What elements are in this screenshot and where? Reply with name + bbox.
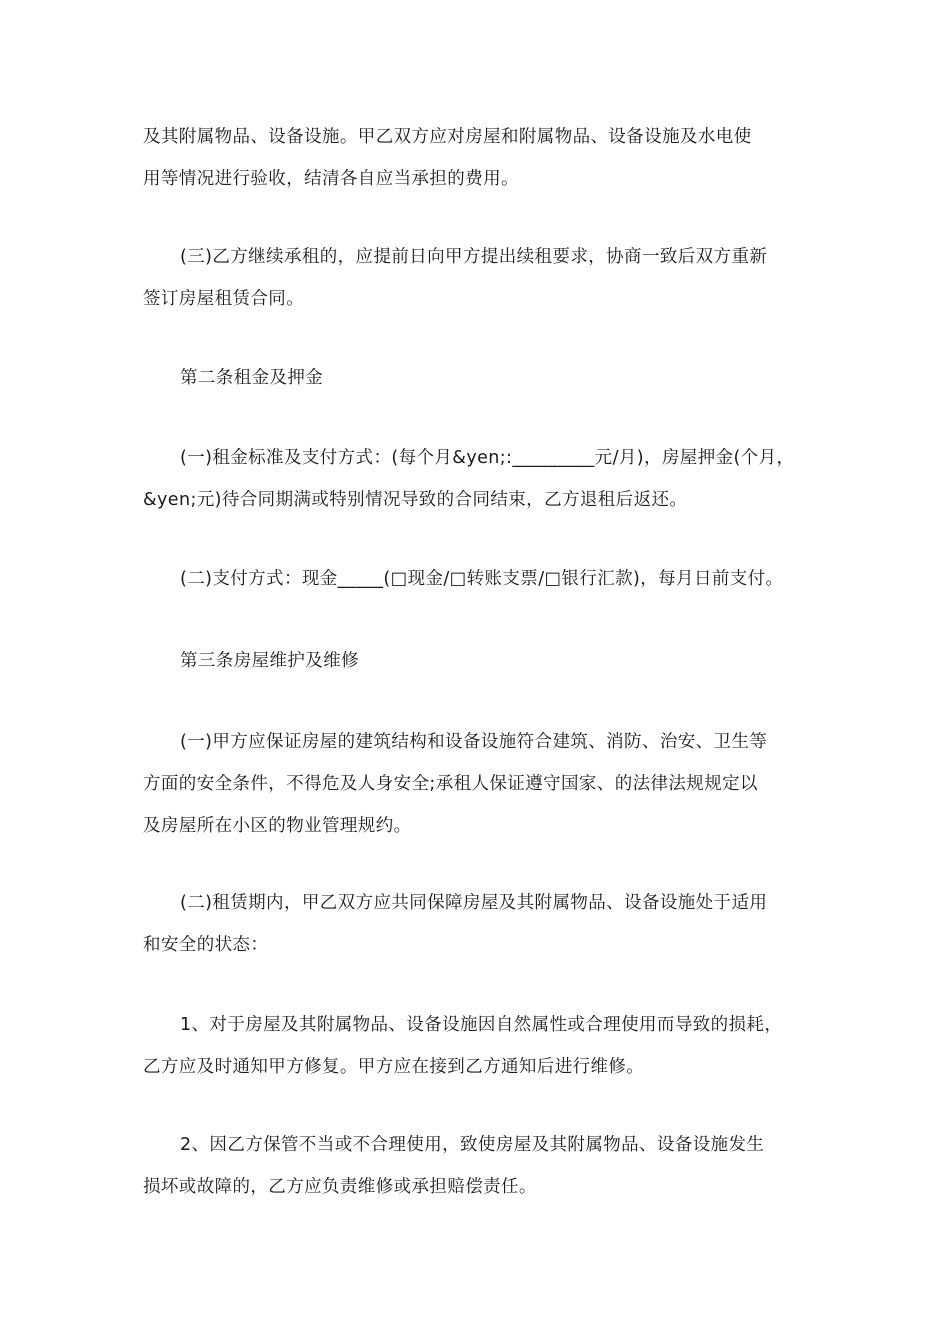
- paragraph-handover-continuation: [143, 116, 823, 200]
- paragraph-rent-standard: [143, 437, 823, 521]
- text-line: 1、对于房屋及其附属物品、设备设施因自然属性或合理使用而导致的损耗，: [180, 1015, 783, 1035]
- section-heading: 第二条租金及押金: [180, 368, 324, 388]
- text-line: 签订房屋租赁合同。: [143, 289, 305, 309]
- text-line: &yen;元)待合同期满或特别情况导致的合同结束，乙方退租后返还。: [143, 490, 688, 510]
- text-line: 和安全的状态：: [143, 935, 269, 955]
- paragraph-natural-wear: [143, 1004, 823, 1088]
- text-line: 方面的安全条件，不得危及人身安全;承租人保证遵守国家、的法律法规规定以: [143, 774, 758, 794]
- text-line: 及房屋所在小区的物业管理规约。: [143, 816, 412, 836]
- text-line: (三)乙方继续承租的，应提前日向甲方提出续租要求，协商一致后双方重新: [180, 247, 768, 267]
- section-heading-rent-deposit: [143, 357, 823, 399]
- section-heading: 第三条房屋维护及维修: [180, 651, 359, 671]
- paragraph-payment-method: [143, 558, 823, 600]
- text-line: 损坏或故障的，乙方应负责维修或承担赔偿责任。: [143, 1177, 537, 1197]
- paragraph-safety-conditions: [143, 721, 823, 847]
- text-line: (一)甲方应保证房屋的建筑结构和设备设施符合建筑、消防、治安、卫生等: [180, 732, 768, 752]
- text-line: (一)租金标准及支付方式：(每个月&yen;:_________元/月)，房屋押金(个月，: [180, 448, 795, 468]
- paragraph-joint-maintenance: [143, 882, 823, 966]
- text-line: 及其附属物品、设备设施。甲乙双方应对房屋和附属物品、设备设施及水电使: [143, 127, 752, 147]
- section-heading-maintenance: [143, 640, 823, 682]
- text-line: (二)支付方式：现金_____(□现金/□转账支票/□银行汇款)，每月日前支付。: [180, 569, 784, 589]
- text-line: 乙方应及时通知甲方修复。甲方应在接到乙方通知后进行维修。: [143, 1057, 645, 1077]
- text-line: (二)租赁期内，甲乙双方应共同保障房屋及其附属物品、设备设施处于适用: [180, 893, 768, 913]
- text-line: 用等情况进行验收，结清各自应当承担的费用。: [143, 169, 519, 189]
- paragraph-renewal: [143, 236, 823, 320]
- text-line: 2、因乙方保管不当或不合理使用，致使房屋及其附属物品、设备设施发生: [180, 1135, 765, 1155]
- paragraph-improper-use: [143, 1124, 823, 1208]
